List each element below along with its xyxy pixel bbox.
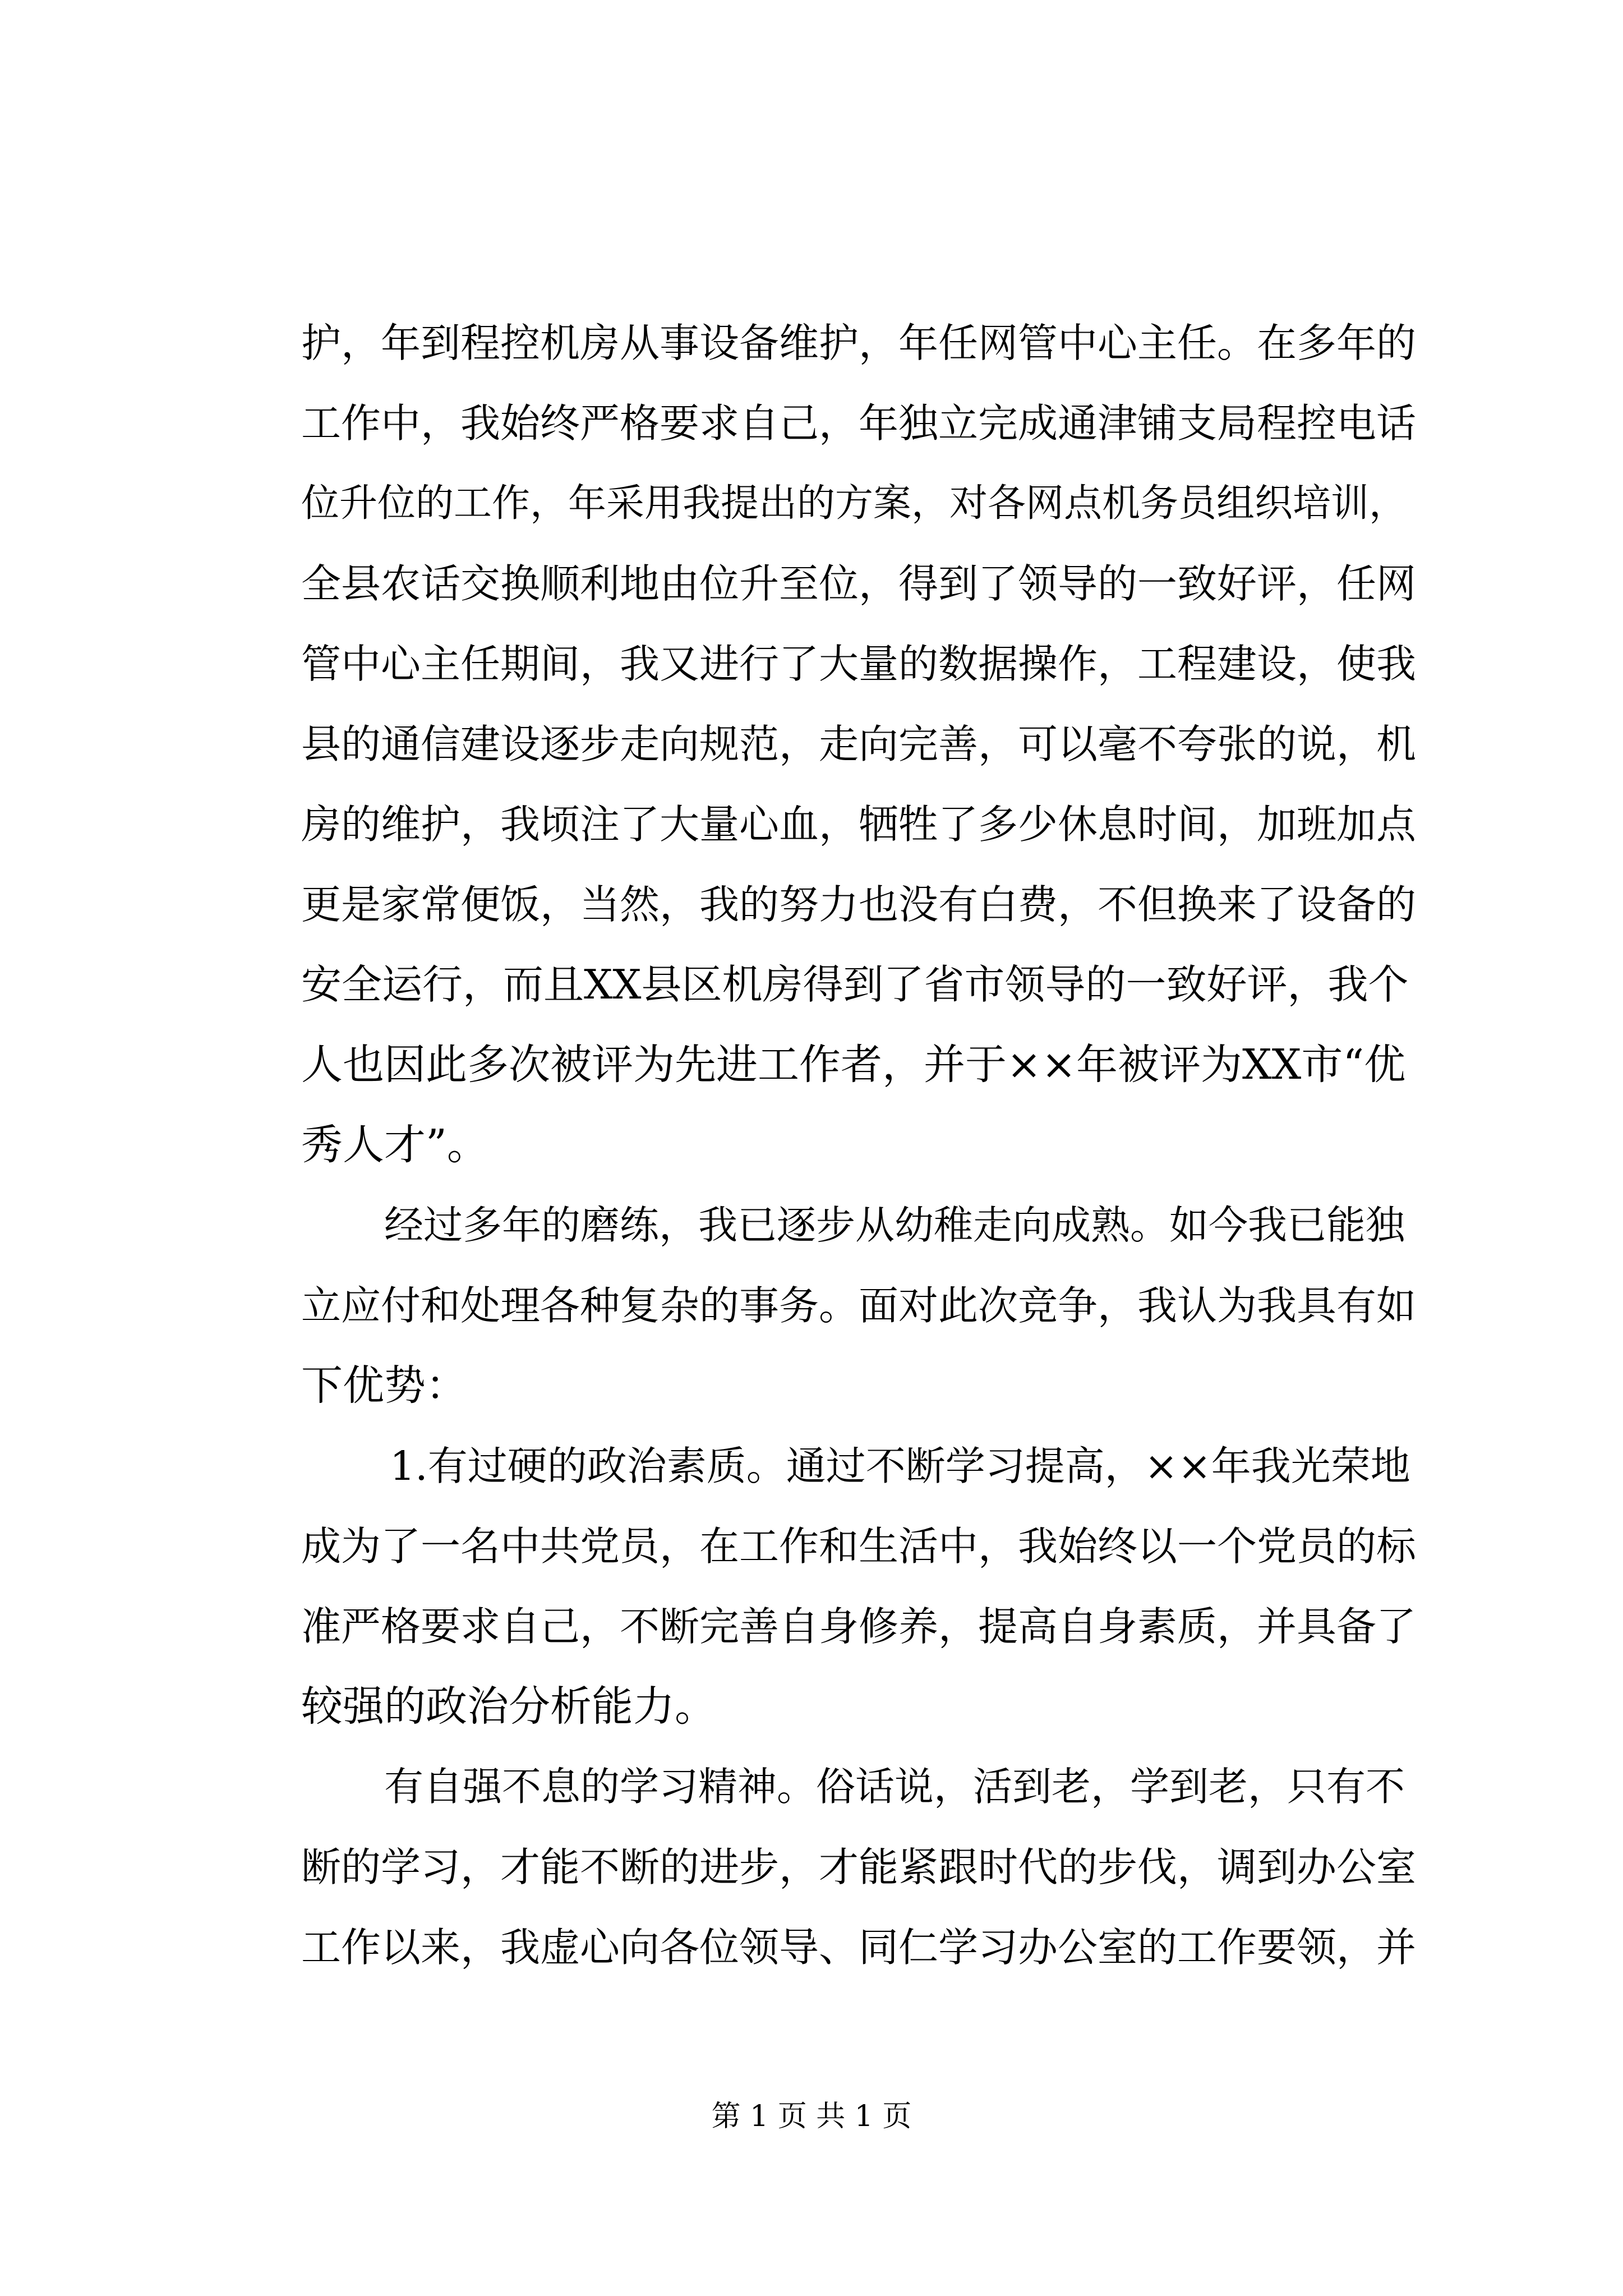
text-line: 更是家常便饭，当然，我的努力也没有白费，不但换来了设备的 [301, 881, 1417, 928]
text-line: 断的学习，才能不断的进步，才能紧跟时代的步伐，调到办公室 [301, 1844, 1417, 1890]
text-line: 房的维护，我顷注了大量心血，牺牲了多少休息时间，加班加点 [301, 801, 1417, 848]
text-line: 成为了一名中共党员，在工作和生活中，我始终以一个党员的标 [301, 1523, 1417, 1570]
text-line: 立应付和处理各种复杂的事务。面对此次竞争，我认为我具有如 [301, 1282, 1417, 1329]
text-line: 管中心主任期间，我又进行了大量的数据操作，工程建设，使我 [301, 641, 1417, 687]
page-footer: 第 1 页 共 1 页 [711, 2100, 912, 2133]
text-line: 安全运行，而且XX县区机房得到了省市领导的一致好评，我个 [301, 961, 1409, 1008]
text-line: 准严格要求自己，不断完善自身修养，提高自身素质，并具备了 [301, 1603, 1417, 1650]
text-line: 秀人才”。 [301, 1121, 488, 1169]
text-line: 1.有过硬的政治素质。通过不断学习提高，××年我光荣地 [390, 1443, 1410, 1489]
text-line: 全县农话交换顺利地由位升至位，得到了领导的一致好评，任网 [301, 560, 1417, 607]
text-line: 位升位的工作，年采用我提出的方案，对各网点机务员组织培训， [301, 481, 1408, 526]
text-line: 经过多年的磨练，我已逐步从幼稚走向成熟。如今我已能独 [384, 1202, 1405, 1248]
text-line: 县的通信建设逐步走向规范，走向完善，可以毫不夸张的说，机 [301, 721, 1417, 767]
text-line: 护，年到程控机房从事设备维护，年任网管中心主任。在多年的 [301, 320, 1417, 366]
text-line: 工作以来，我虚心向各位领导、同仁学习办公室的工作要领，并 [301, 1924, 1417, 1971]
text-line: 有自强不息的学习精神。俗话说，活到老，学到老，只有不 [384, 1764, 1405, 1810]
text-line: 下优势： [301, 1361, 467, 1410]
text-line: 人也因此多次被评为先进工作者，并于××年被评为XX市“优 [301, 1041, 1406, 1089]
text-line: 较强的政治分析能力。 [301, 1682, 716, 1731]
text-line: 工作中，我始终严格要求自己，年独立完成通津铺支局程控电话 [301, 400, 1417, 447]
document-body [301, 303, 1419, 1987]
